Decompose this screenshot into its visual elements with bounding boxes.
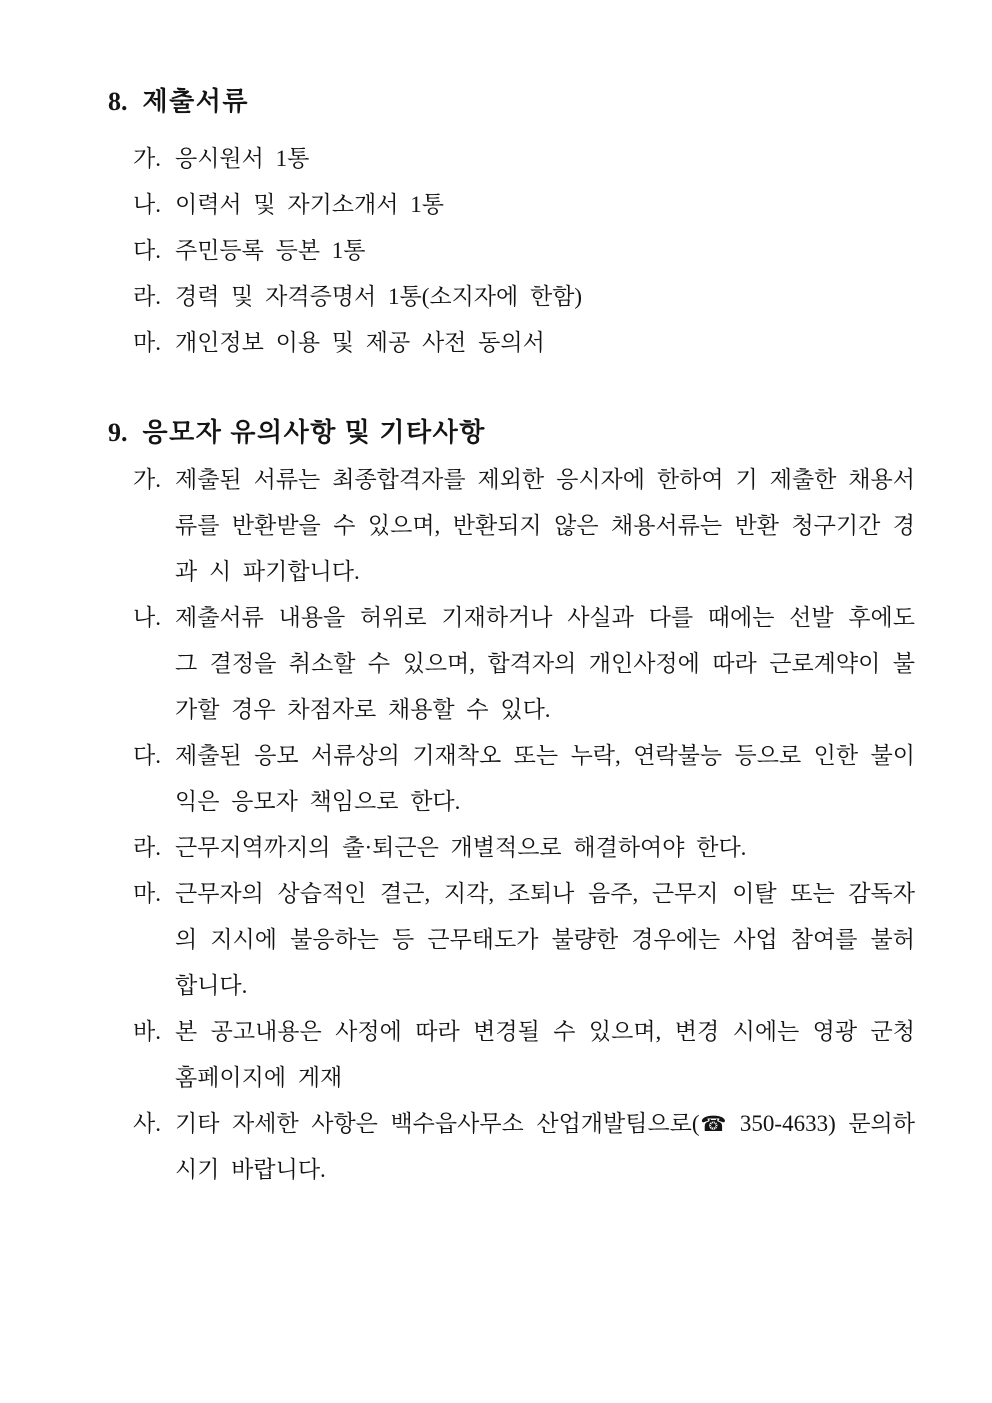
list-item — [108, 228, 915, 274]
item-text: 개인정보 이용 및 제공 사전 동의서 — [175, 330, 545, 355]
item-label: 라. — [133, 835, 161, 860]
contact-text-after: 350-4633) 문의하시기 바랍니다. — [175, 1111, 915, 1182]
item-label: 마. — [133, 330, 161, 355]
section-8-item-list — [108, 136, 915, 366]
section-8-number: 8. — [108, 87, 128, 116]
item-label: 바. — [133, 1019, 161, 1044]
item-label: 라. — [133, 284, 161, 309]
section-applicant-notes — [108, 415, 915, 1193]
item-label: 나. — [133, 192, 161, 217]
list-item — [108, 274, 915, 320]
list-item — [108, 182, 915, 228]
item-label: 마. — [133, 881, 161, 906]
item-label: 사. — [133, 1111, 161, 1136]
list-item — [108, 825, 915, 871]
item-text: 응시원서 1통 — [175, 146, 310, 171]
item-text: 제출된 응모 서류상의 기재착오 또는 누락, 연락불능 등으로 인한 불이익은 응모자 책임으로 한다. — [175, 743, 915, 814]
section-9-heading — [108, 415, 915, 451]
item-text: 이력서 및 자기소개서 1통 — [175, 192, 444, 217]
list-item — [108, 1009, 915, 1101]
item-label: 나. — [133, 605, 161, 630]
list-item — [108, 1101, 915, 1193]
contact-text-before: 기타 자세한 사항은 백수읍사무소 산업개발팀으로( — [175, 1111, 700, 1136]
item-label: 가. — [133, 467, 161, 492]
item-text: 근무자의 상습적인 결근, 지각, 조퇴나 음주, 근무지 이탈 또는 감독자의 지시에 불응하는 등 근무태도가 불량한 경우에는 사업 참여를 불허합니다. — [175, 881, 915, 998]
section-submission-documents — [108, 84, 915, 366]
list-item — [108, 320, 915, 366]
list-item — [108, 733, 915, 825]
list-item — [108, 595, 915, 733]
section-9-item-list — [108, 457, 915, 1193]
item-label: 가. — [133, 146, 161, 171]
section-9-number: 9. — [108, 418, 128, 447]
section-8-heading — [108, 84, 915, 120]
item-text: 근무지역까지의 출·퇴근은 개별적으로 해결하여야 한다. — [175, 835, 747, 860]
section-8-title: 제출서류 — [142, 87, 249, 116]
item-text: 제출서류 내용을 허위로 기재하거나 사실과 다를 때에는 선발 후에도 그 결정을 취소할 수 있으며, 합격자의 개인사정에 따라 근로계약이 불가할 경우 차점자로 채용할 수 있다. — [175, 605, 915, 722]
list-item — [108, 136, 915, 182]
item-text: 주민등록 등본 1통 — [175, 238, 366, 263]
list-item — [108, 871, 915, 1009]
item-label: 다. — [133, 743, 161, 768]
item-text: 본 공고내용은 사정에 따라 변경될 수 있으며, 변경 시에는 영광 군청 홈페이지에 게재 — [175, 1019, 915, 1090]
item-text: 경력 및 자격증명서 1통(소지자에 한함) — [175, 284, 583, 309]
section-9-title: 응모자 유의사항 및 기타사항 — [142, 418, 486, 447]
item-text — [175, 1111, 915, 1182]
list-item — [108, 457, 915, 595]
telephone-icon: ☎ — [699, 1112, 728, 1136]
item-text: 제출된 서류는 최종합격자를 제외한 응시자에 한하여 기 제출한 채용서류를 반환받을 수 있으며, 반환되지 않은 채용서류는 반환 청구기간 경과 시 파기합니다. — [175, 467, 915, 584]
item-label: 다. — [133, 238, 161, 263]
